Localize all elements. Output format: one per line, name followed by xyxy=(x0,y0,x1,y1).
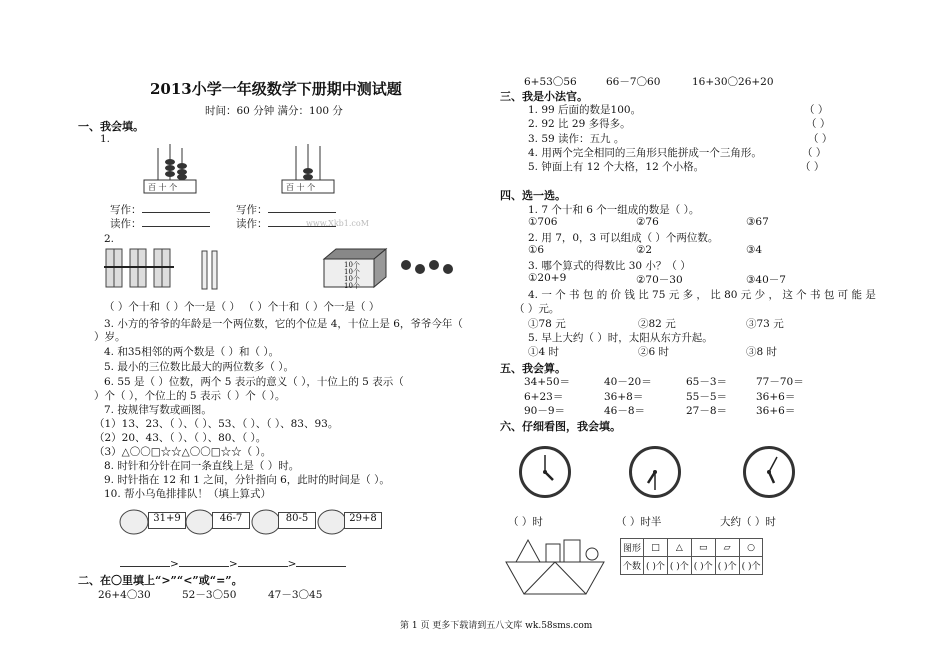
q3-line1: 3. 小方的爷爷的年龄是一个两位数，它的个位是 4，十位上是 6，爷爷今年（ xyxy=(104,318,463,330)
page-title: 2013小学一年级数学下册期中测试题 xyxy=(150,80,402,98)
clock-hands-1 xyxy=(522,449,568,495)
stack-label: 10个 xyxy=(344,275,360,283)
section-5-heading: 五、我会算。 xyxy=(500,362,566,375)
section-4-heading: 四、选一选。 xyxy=(500,189,566,202)
calc-item[interactable]: 27－8＝ xyxy=(686,405,728,417)
write-right xyxy=(236,202,336,217)
choice-option[interactable]: ①706 xyxy=(528,216,558,228)
judge-paren[interactable]: （ ） xyxy=(808,133,833,145)
triangle-icon: △ xyxy=(667,539,691,557)
calc-item[interactable]: 46－8＝ xyxy=(604,405,646,417)
q2-blanks[interactable]: （ ）个十和（ ）个一是（ ） （ ）个十和（ ）个一是（ ） xyxy=(104,301,380,313)
judge-item: 5. 钟面上有 12 个大格，12 个小格。 xyxy=(528,161,705,173)
judge-item: 3. 59 读作：五九 。 xyxy=(528,133,625,145)
counting-figures xyxy=(104,243,484,293)
page-footer: 第 1 页 更多下载请到五八文库 wk.58sms.com xyxy=(400,621,593,631)
choice-q5: 5. 早上大约（ ）时，太阳从东方升起。 xyxy=(528,332,713,344)
compare-item[interactable]: 47－3〇45 xyxy=(268,589,323,601)
write-blank[interactable] xyxy=(142,202,210,213)
compare-item[interactable]: 16+30〇26+20 xyxy=(692,76,774,88)
calc-item[interactable]: 40－20＝ xyxy=(604,376,652,388)
choice-q1: 1. 7 个十和 6 个一组成的数是（ ）。 xyxy=(528,204,700,216)
parallelogram-icon: ▱ xyxy=(715,539,739,557)
clock-face-2 xyxy=(629,446,681,498)
compare-item[interactable]: 26+4〇30 xyxy=(98,589,151,601)
choice-option[interactable]: ①20+9 xyxy=(528,272,567,284)
judge-paren[interactable]: （ ） xyxy=(802,147,827,159)
clock-hands-3 xyxy=(746,449,792,495)
turtle-shell xyxy=(252,510,280,534)
choice-option[interactable]: ②76 xyxy=(636,216,659,228)
order-blank[interactable] xyxy=(296,556,346,567)
calc-item[interactable]: 6+23＝ xyxy=(524,391,564,403)
calc-item[interactable]: 65－3＝ xyxy=(686,376,728,388)
count-cell[interactable]: ( )个 xyxy=(739,557,763,575)
write-label: 写作： xyxy=(110,204,142,216)
clock-answer-2[interactable]: （ ）时半 xyxy=(616,516,662,528)
gt-sign: > xyxy=(170,558,179,570)
order-line[interactable] xyxy=(120,556,346,570)
stack-label: 10个 xyxy=(344,261,360,269)
read-label: 读作： xyxy=(110,218,142,230)
choice-option[interactable]: ③67 xyxy=(746,216,769,228)
choice-q4-line1: 4. 一 个 书 包 的 价 钱 比 75 元 多 ， 比 80 元 少 ， 这 个 书 包 可 能 是 xyxy=(528,289,876,301)
calc-item[interactable]: 77－70＝ xyxy=(756,376,804,388)
turtle-sign: 29+8 xyxy=(344,512,382,529)
choice-option[interactable]: ①4 时 xyxy=(528,346,560,358)
stack-label: 10个 xyxy=(344,282,360,290)
choice-option[interactable]: ②70－30 xyxy=(636,274,683,286)
abacus-left-label: 百 十 个 xyxy=(148,183,178,192)
section-2-heading: 二、在〇里填上“>”“<”或“=”。 xyxy=(78,574,243,587)
turtle-shell xyxy=(120,510,148,534)
compare-item[interactable]: 52－3〇50 xyxy=(182,589,237,601)
count-cell[interactable]: ( )个 xyxy=(644,557,668,575)
q2-number: 2. xyxy=(104,233,115,245)
q10: 10. 帮小乌龟排排队！（填上算式） xyxy=(104,488,272,500)
turtle-shell xyxy=(186,510,214,534)
section-3-heading: 三、我是小法官。 xyxy=(500,90,588,103)
compare-item[interactable]: 6+53〇56 xyxy=(524,76,577,88)
choice-q4-line2: （ ）元。 xyxy=(514,303,560,315)
abacus-right-label: 百 十 个 xyxy=(286,183,316,192)
calc-item[interactable]: 90－9＝ xyxy=(524,405,566,417)
table-head-label: 图形 xyxy=(621,539,644,557)
beads xyxy=(401,260,453,274)
read-label: 读作： xyxy=(236,218,268,230)
table-row-label: 个数 xyxy=(621,557,644,575)
choice-option[interactable]: ②6 时 xyxy=(638,346,670,358)
watermark: www.Xkb1.coM xyxy=(306,219,369,228)
single-sticks xyxy=(202,251,217,289)
q4: 4. 和35相邻的两个数是（ ）和（ ）。 xyxy=(104,346,280,358)
write-left xyxy=(110,202,210,217)
order-blank[interactable] xyxy=(179,556,229,567)
q7: 7. 按规律写数或画图。 xyxy=(104,404,212,416)
circle-icon: ○ xyxy=(739,539,763,557)
calc-item[interactable]: 55－5＝ xyxy=(686,391,728,403)
choice-option[interactable]: ③73 元 xyxy=(746,318,784,330)
turtle-shell xyxy=(318,510,346,534)
choice-option[interactable]: ③4 xyxy=(746,244,763,256)
choice-q3: 3. 哪个算式的得数比 30 小？（ ） xyxy=(528,260,691,272)
turtle-sign: 46-7 xyxy=(212,512,250,529)
clock-answer-1[interactable]: （ ）时 xyxy=(508,516,543,528)
choice-option[interactable]: ②82 元 xyxy=(638,318,676,330)
clock-face-1 xyxy=(519,446,571,498)
choice-option[interactable]: ③40－7 xyxy=(746,274,786,286)
q7-1: （1）13、23、（ ）、（ ）、53、（ ）、（ ）、83、93。 xyxy=(94,418,339,430)
order-blank[interactable] xyxy=(238,556,288,567)
clock-face-3 xyxy=(743,446,795,498)
q7-3: （3）△〇〇□☆☆△〇〇□☆☆（ ）。 xyxy=(94,446,272,458)
q1-number: 1. xyxy=(100,133,111,145)
clock-answer-3[interactable]: 大约（ ）时 xyxy=(720,516,776,528)
gt-sign: > xyxy=(228,558,238,570)
calc-item[interactable]: 34+50＝ xyxy=(524,376,571,388)
exam-meta: 时间：60 分钟 满分：100 分 xyxy=(205,105,343,117)
section-1-heading: 一、我会填。 xyxy=(78,120,144,133)
judge-paren[interactable]: （ ） xyxy=(806,118,831,130)
write-label: 写作： xyxy=(236,204,268,216)
stick-bundles xyxy=(104,249,174,287)
q8: 8. 时针和分针在同一条直线上是（ ）时。 xyxy=(104,460,300,472)
choice-q2: 2. 用 7，0，3 可以组成（ ）个两位数。 xyxy=(528,232,719,244)
q6-line2: ）个（ ），个位上的 5 表示（ ）个（ ）。 xyxy=(94,390,286,402)
q9: 9. 时针指在 12 和 1 之间，分针指向 6，此时的时间是（ ）。 xyxy=(104,474,390,486)
turtle-sign: 31+9 xyxy=(148,512,186,529)
judge-paren[interactable]: （ ） xyxy=(800,161,825,173)
order-blank[interactable] xyxy=(120,556,170,567)
calc-item[interactable]: 36+8＝ xyxy=(604,391,644,403)
count-cell[interactable]: ( )个 xyxy=(715,557,739,575)
calc-item[interactable]: 36+6＝ xyxy=(756,391,796,403)
shape-count-table xyxy=(620,538,763,575)
turtle-sign: 80-5 xyxy=(278,512,316,529)
read-left xyxy=(110,216,210,231)
count-cell[interactable]: ( )个 xyxy=(691,557,715,575)
judge-item: 2. 92 比 29 多得多。 xyxy=(528,118,631,130)
calc-item[interactable]: 36+6＝ xyxy=(756,405,796,417)
clock-hands-2 xyxy=(632,449,678,495)
square-icon: □ xyxy=(644,539,668,557)
stack-label: 10个 xyxy=(344,268,360,276)
section-6-heading: 六、仔细看图，我会填。 xyxy=(500,420,621,433)
judge-item: 4. 用两个完全相同的三角形只能拼成一个三角形。 xyxy=(528,147,762,159)
compare-item[interactable]: 66－7〇60 xyxy=(606,76,661,88)
gt-sign: > xyxy=(287,558,297,570)
q7-2: （2）20、43、（ ）、（ ）、80、（ ）。 xyxy=(94,432,267,444)
judge-paren[interactable]: （ ） xyxy=(804,104,829,116)
choice-option[interactable]: ①78 元 xyxy=(528,318,566,330)
write-blank[interactable] xyxy=(268,202,336,213)
choice-option[interactable]: ②2 xyxy=(636,244,653,256)
read-blank[interactable] xyxy=(142,216,210,227)
count-cell[interactable]: ( )个 xyxy=(667,557,691,575)
boat-figure xyxy=(500,534,612,600)
rectangle-icon: ▭ xyxy=(691,539,715,557)
choice-option[interactable]: ①6 xyxy=(528,244,545,256)
choice-option[interactable]: ③8 时 xyxy=(746,346,778,358)
q5: 5. 最小的三位数比最大的两位数多（ ）。 xyxy=(104,361,294,373)
judge-item: 1. 99 后面的数是100。 xyxy=(528,104,642,116)
q6-line1: 6. 55 是（ ）位数，两个 5 表示的意义（ ），十位上的 5 表示（ xyxy=(104,376,404,388)
block-stack-labels xyxy=(344,262,360,290)
q3-line2: ）岁。 xyxy=(94,331,126,343)
